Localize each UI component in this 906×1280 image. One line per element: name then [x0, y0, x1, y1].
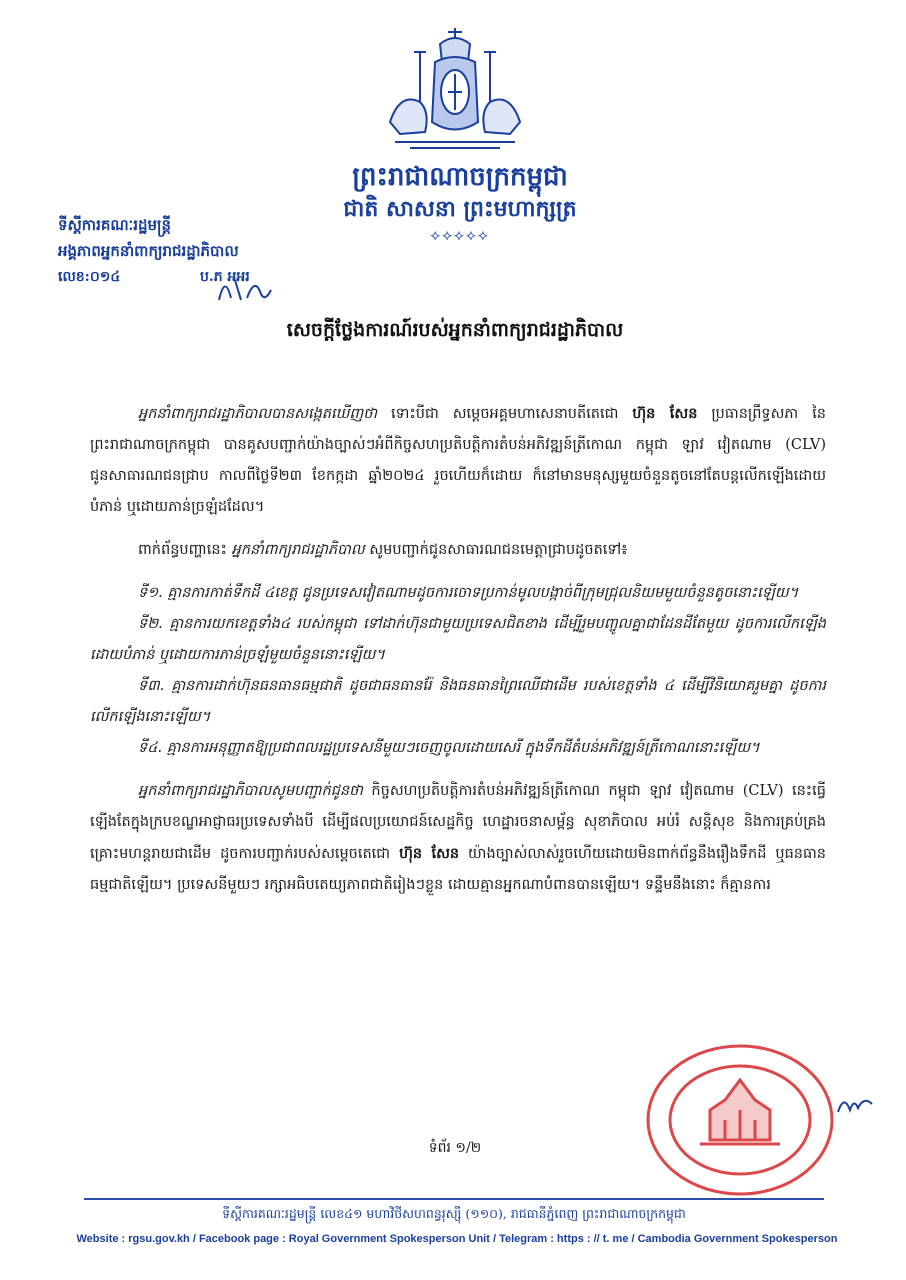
paragraph-1-text-b: ប្រធានព្រឹទ្ធសភា នៃព្រះរាជាណាចក្រកម្ពុជា បានគូសបញ្ជាក់យ៉ាងច្បាស់ៗអំពីកិច្ចសហប្រតិបត្តិការតំបន់អភិវឌ្ឍន៍ត្រីកោណ កម្ពុជា ឡាវ វៀតណាម (CLV) ជូនសាធារណជនជ្រាប កាលពីថ្ងៃទី២៣ ខែកក្កដា ឆ្នាំ២០២៤ រួចហើយក៏ដោយ ក៏នៅមានមនុស្សមួយចំនួនតូចនៅតែបន្តលើកឡើងដោយបំភាន់ ឬដោយភាន់ច្រឡំដដែល។ [90, 406, 827, 515]
clarification-points [90, 578, 826, 764]
office-line-1: ទីស្តីការគណៈរដ្ឋមន្ត្រី [58, 216, 172, 234]
office-line-2: អង្គភាពអ្នកនាំពាក្យរាជរដ្ឋាភិបាល [58, 242, 239, 260]
page-number: ទំព័រ ១/២ [428, 1140, 482, 1156]
handwritten-date-mark-icon [215, 270, 275, 306]
paragraph-2 [90, 535, 826, 566]
statement-body [90, 398, 826, 901]
signature-icon [836, 1090, 876, 1118]
paragraph-1-text-a: ទោះបីជា សម្តេចអគ្គមហាសេនាបតីតេជោ [377, 406, 633, 422]
paragraph-3-text-b: យ៉ាងច្បាស់លាស់រួចហើយដោយមិនពាក់ព័ន្ធនឹងរឿងទឹកដី ឬធនធានធម្មជាតិឡើយ។ ប្រទេសនីមួយៗ រក្សាអធិបតេយ្យភាពជាតិរៀងៗខ្លួន ដោយគ្មានអ្នកណាបំពានបានឡើយ។ ទន្ទឹមនឹងនោះ ក៏គ្មានការ [90, 846, 826, 893]
paragraph-2-text-a: ពាក់ព័ន្ធបញ្ហានេះ [138, 542, 232, 558]
point-item: ទី១. គ្មានការកាត់ទឹកដី ៤ខេត្ត ជូនប្រទេសវៀតណាមដូចការចោទប្រកាន់មូលបង្កាច់ពីក្រុមជ្រុលនិយមមួយចំនួនតូចនោះឡើយ។ [138, 585, 799, 601]
paragraph-1 [90, 398, 826, 523]
paragraph-3-text-a: កិច្ចសហប្រតិបត្តិការតំបន់អភិវឌ្ឍន៍ត្រីកោណ កម្ពុជា ឡាវ វៀតណាម (CLV) នេះធ្វើឡើងតែក្នុងក្របខណ្ឌអាជ្ញាធរប្រទេសទាំងបី ដើម្បីផលប្រយោជន៍សេដ្ឋកិច្ច ហេដ្ឋារចនាសម្ព័ន្ធ សុខាភិបាល អប់រំ សន្តិសុខ និងការគ្រប់គ្រងគ្រោះមហន្តរាយជាដើម ដូចការបញ្ជាក់របស់សម្តេចតេជោ [90, 783, 826, 862]
reference-suffix: ប.ភ អអរ [200, 269, 250, 285]
point-item: ទី២. គ្មានការយកខេត្តទាំង៤ របស់កម្ពុជា ទៅដាក់ហ៊ុនជាមួយប្រទេសជិតខាង ដើម្បីរួមបញ្ចូលគ្នាជាដែនដីតែមួយ ដូចការលើកឡើងដោយបំភាន់ ឬដោយការភាន់ច្រឡំមួយចំនួននោះឡើយ។ [90, 616, 826, 663]
official-seal-stamp-icon [640, 1040, 840, 1200]
paragraph-2-text-b: សូមបញ្ជាក់ជូនសាធារណជនមេត្តាជ្រាបដូចតទៅ៖ [364, 542, 628, 558]
point-item: ទី៣. គ្មានការដាក់ហ៊ុនធនធានធម្មជាតិ ដូចជាធនធានរ៉ែ និងធនធានព្រៃឈើជាដើម របស់ខេត្តទាំង ៤ ដើម្បីវិនិយោគរួមគ្នា ដូចការលើកឡើងនោះឡើយ។ [90, 678, 826, 725]
paragraph-3 [90, 776, 826, 901]
kingdom-name: ព្រះរាជាណាចក្រកម្ពុជា [352, 162, 568, 192]
document-title: សេចក្តីថ្លែងការណ៍របស់អ្នកនាំពាក្យរាជរដ្ឋាភិបាល [286, 319, 624, 341]
national-motto: ជាតិ សាសនា ព្រះមហាក្សត្រ [343, 196, 577, 222]
kingdom-header [280, 160, 640, 246]
ornament-divider: ⟡⟡⟡⟡⟡ [430, 226, 490, 244]
footer-address: ទីស្តីការគណៈរដ្ឋមន្ត្រី លេខ៤១ មហាវិថីសហពន្ធរុស្ស៊ី (១១០), រាជធានីភ្នំពេញ ព្រះរាជាណាចក្រកម្ពុជា [222, 1206, 686, 1221]
royal-coat-of-arms-icon [380, 22, 530, 154]
point-item: ទី៤. គ្មានការអនុញ្ញាតឱ្យប្រជាពលរដ្ឋប្រទេសនីមួយៗចេញចូលដោយសេរី ក្នុងទឹកដីតំបន់អភិវឌ្ឍន៍ត្រីកោណនោះឡើយ។ [138, 740, 760, 756]
spokesperson-lead: អ្នកនាំពាក្យរាជរដ្ឋាភិបាលបានសង្កេតឃើញថា [138, 406, 378, 422]
person-name: ហ៊ុន សែន [632, 405, 698, 422]
spokesperson-lead: អ្នកនាំពាក្យរាជរដ្ឋាភិបាលសូមបញ្ជាក់ជូនថា [138, 783, 363, 799]
reference-prefix: លេខ:០១៤ [58, 269, 121, 285]
person-name: ហ៊ុន សែន [399, 845, 460, 862]
footer-divider [84, 1198, 824, 1200]
spokesperson-lead: អ្នកនាំពាក្យរាជរដ្ឋាភិបាល [231, 542, 365, 558]
footer-links: Website : rgsu.gov.kh / Facebook page : Royal Government Spokesperson Unit / Telegram : https : // t. me / Cambodia Government Spokesperson [76, 1233, 838, 1245]
